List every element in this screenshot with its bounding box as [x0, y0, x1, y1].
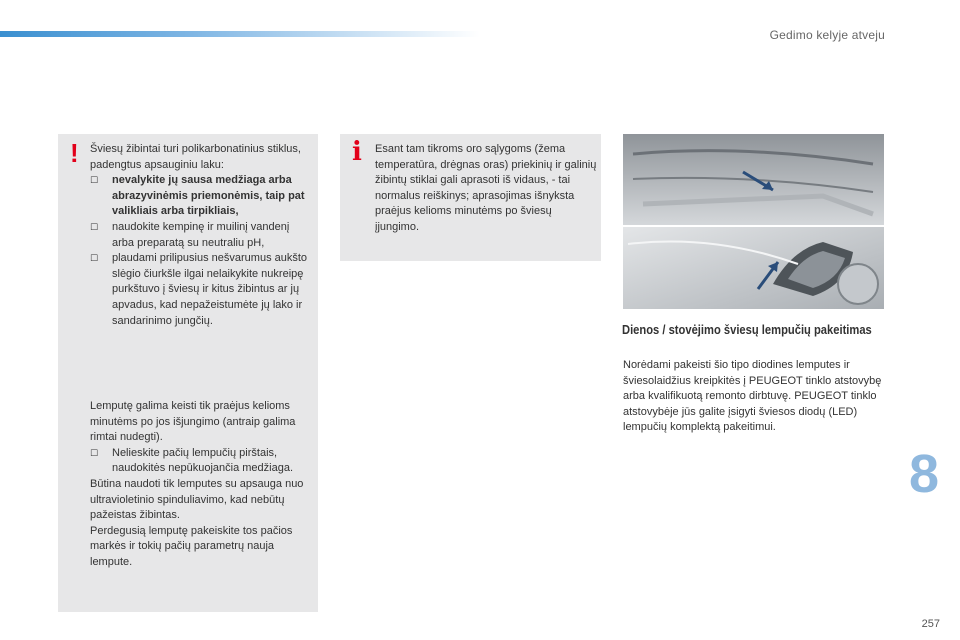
bullet-marker-icon: ☐ [90, 175, 99, 186]
warning-para-3: Būtina naudoti tik lemputes su apsauga nuo ultravioletinio spinduliavimo, kad nebūtų pažeistas žibintas. [90, 477, 304, 522]
bullet-marker-icon: ☐ [90, 221, 99, 232]
page-header-title: Gedimo kelyje atveju [769, 28, 885, 42]
chapter-number: 8 [908, 444, 940, 504]
warning-intro: Šviesų žibintai turi polikarbonatinius stiklus, padengtus apsauginiu laku: [90, 143, 301, 171]
warning-text [90, 142, 312, 329]
page-number: 257 [921, 618, 940, 630]
section-title: Dienos / stovėjimo šviesų lempučių pakeitimas [622, 322, 872, 337]
warning-para-2: Lemputę galima keisti tik praėjus kelioms minutėms po jos išjungimo (antraip galima rimtai nudegti). [90, 400, 296, 444]
info-text: Esant tam tikroms oro sąlygoms (žema temperatūra, drėgnas oras) priekinių ir galinių žibintų stiklai gali aprasoti iš vidaus, - tai normalus reiškinys; aprasojimas išnyksta praėjus kelioms minutėms po šviesų įjungimo. [375, 143, 597, 233]
bullet-marker-icon: ☐ [90, 253, 99, 264]
info-box [340, 134, 601, 261]
warning-text-2 [90, 399, 312, 571]
warning-bullet-4: ☐ Nelieskite pačių lempučių pirštais, naudokitės nepūkuojančia medžiaga. [90, 446, 294, 475]
info-icon: i [352, 137, 362, 167]
headlamp-illustration [623, 134, 884, 309]
section-body: Norėdami pakeisti šio tipo diodines lemputes ir šviesolaidžius kreipkitės į PEUGEOT tinklo atstovybę arba kvalifikuotą remonto dirbtuvę. PEUGEOT tinklo atstovybėje jūs galite įsigyti šviesos diodų (LED) lempučių komplektą pakeitimui. [623, 359, 882, 434]
headlamp-photo [623, 134, 884, 309]
bullet-marker-icon: ☐ [90, 447, 99, 458]
warning-bullet-2: ☐ naudokite kempinę ir muilinį vandenį arba preparatą su neutraliu pH, [90, 220, 290, 249]
exclamation-icon: ! [70, 138, 79, 168]
warning-bullet-3: ☐ plaudami prilipusius nešvarumus aukšto slėgio čiurkšle ilgai nelaikykite nukreipę purkštuvo į šviesų ir kitus žibintus ar jų apvadus, kad nepažeistumėte jų lako ir sandarinimo jungčių. [90, 252, 308, 327]
header-accent-bar [0, 31, 480, 37]
warning-bullet-1: ☐ nevalykite jų sausa medžiaga arba abrazyvinėmis priemonėmis, taip pat valikliais arba tirpikliais, [90, 174, 305, 218]
warning-box [58, 134, 318, 612]
warning-para-4: Perdegusią lemputę pakeiskite tos pačios markės ir tokių pačių parametrų nauja lempute. [90, 524, 293, 568]
